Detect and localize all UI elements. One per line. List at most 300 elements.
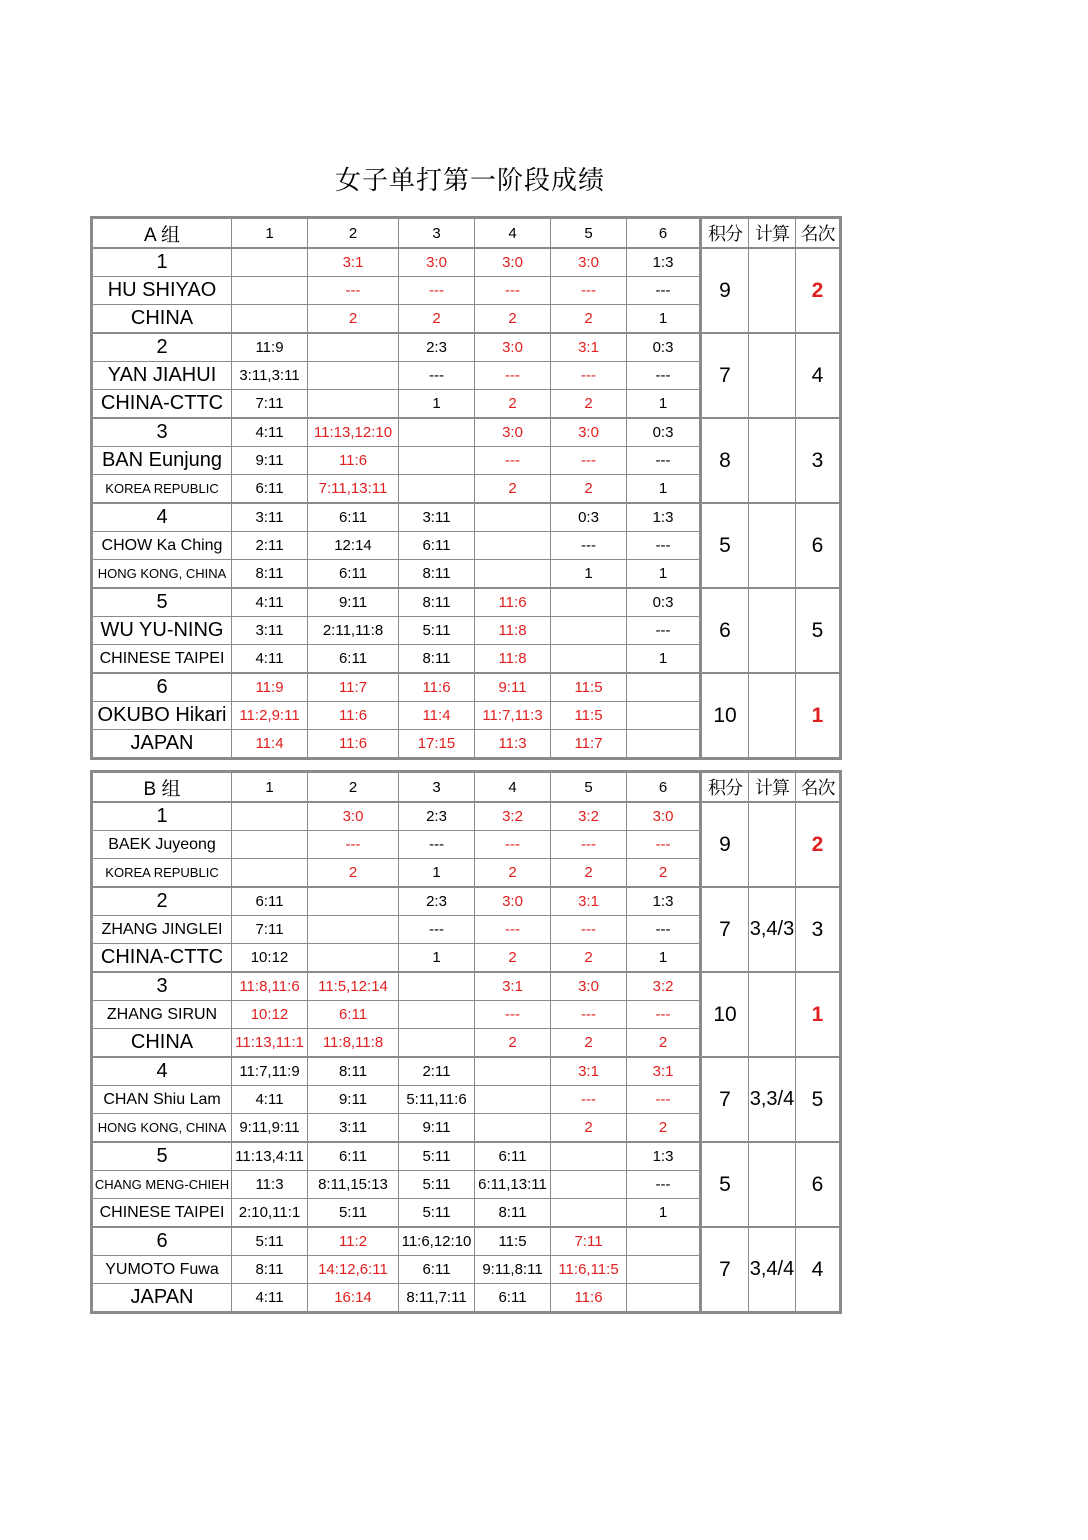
score-cell	[475, 532, 551, 560]
score-cell	[475, 560, 551, 589]
rank-cell: 1	[796, 972, 841, 1057]
score-cell: 11:6,12:10	[399, 1227, 475, 1256]
score-cell: 9:11	[232, 447, 308, 475]
points-cell: 5	[701, 503, 749, 588]
score-cell: 11:5	[551, 702, 627, 730]
player-country: JAPAN	[92, 1284, 232, 1313]
score-cell: 8:11	[232, 1256, 308, 1284]
score-cell: 6:11,13:11	[475, 1171, 551, 1199]
score-cell: 3:1	[551, 1057, 627, 1086]
player-country: CHINA-CTTC	[92, 390, 232, 419]
score-cell: 2	[551, 305, 627, 334]
score-cell: 3:1	[551, 333, 627, 362]
score-cell: 9:11	[308, 588, 399, 617]
calc-cell	[749, 333, 796, 418]
score-cell: 4:11	[232, 588, 308, 617]
rank-cell: 5	[796, 588, 841, 673]
score-cell: 1	[399, 859, 475, 888]
points-cell: 7	[701, 1057, 749, 1142]
score-cell: ---	[308, 277, 399, 305]
score-cell: 2:11	[399, 1057, 475, 1086]
score-cell	[232, 802, 308, 831]
calc-cell	[749, 1142, 796, 1227]
player-country: CHINA	[92, 1029, 232, 1058]
rank-cell: 4	[796, 333, 841, 418]
score-cell: 3:1	[627, 1057, 701, 1086]
score-cell: 2:10,11:1	[232, 1199, 308, 1228]
score-cell: ---	[627, 916, 701, 944]
player-name: HU SHIYAO	[92, 277, 232, 305]
score-cell	[627, 730, 701, 759]
score-cell	[308, 887, 399, 916]
player-seed: 4	[92, 503, 232, 532]
score-cell	[551, 645, 627, 674]
score-cell: 1	[627, 390, 701, 419]
column-header: 6	[627, 772, 701, 803]
score-cell: 3:0	[399, 248, 475, 277]
score-cell: 2	[627, 1029, 701, 1058]
player-name: BAEK Juyeong	[92, 831, 232, 859]
score-cell	[399, 972, 475, 1001]
score-cell	[627, 1227, 701, 1256]
score-cell: 5:11	[399, 1142, 475, 1171]
score-cell: 5:11	[399, 617, 475, 645]
player-name: YUMOTO Fuwa	[92, 1256, 232, 1284]
score-cell: ---	[551, 1001, 627, 1029]
points-cell: 10	[701, 972, 749, 1057]
score-cell: 5:11,11:6	[399, 1086, 475, 1114]
score-cell: ---	[551, 362, 627, 390]
player-name: CHAN Shiu Lam	[92, 1086, 232, 1114]
score-cell: 7:11	[232, 390, 308, 419]
rank-cell: 6	[796, 1142, 841, 1227]
score-cell: 2:3	[399, 333, 475, 362]
player-seed: 6	[92, 1227, 232, 1256]
score-cell: 11:5	[551, 673, 627, 702]
score-cell	[627, 673, 701, 702]
score-cell: ---	[627, 362, 701, 390]
score-cell: 4:11	[232, 1284, 308, 1313]
score-cell: 1	[627, 944, 701, 973]
score-cell: 11:3	[232, 1171, 308, 1199]
score-cell: 3:11	[399, 503, 475, 532]
score-cell	[551, 617, 627, 645]
score-cell: 1:3	[627, 887, 701, 916]
score-cell: 6:11	[475, 1284, 551, 1313]
score-cell	[308, 944, 399, 973]
score-cell: 2	[475, 859, 551, 888]
player-country: CHINESE TAIPEI	[92, 645, 232, 674]
score-cell: 2	[475, 1029, 551, 1058]
score-cell: 9:11	[475, 673, 551, 702]
score-cell: 11:6	[551, 1284, 627, 1313]
score-cell: 8:11,15:13	[308, 1171, 399, 1199]
score-cell: ---	[475, 362, 551, 390]
score-cell: 3:0	[308, 802, 399, 831]
score-cell: 3:11,3:11	[232, 362, 308, 390]
score-cell: 2:11,11:8	[308, 617, 399, 645]
score-cell: 2	[308, 305, 399, 334]
score-cell: 11:9	[232, 333, 308, 362]
score-cell: ---	[475, 916, 551, 944]
column-header: 6	[627, 218, 701, 249]
score-cell	[232, 831, 308, 859]
score-cell: 3:1	[475, 972, 551, 1001]
score-cell: 11:6	[399, 673, 475, 702]
score-cell: 6:11	[232, 887, 308, 916]
score-cell: 2	[551, 390, 627, 419]
player-name: OKUBO Hikari	[92, 702, 232, 730]
score-cell: 2	[308, 859, 399, 888]
group-a-table	[90, 216, 842, 760]
score-cell: ---	[551, 277, 627, 305]
score-cell: 3:0	[475, 248, 551, 277]
table-row	[92, 248, 841, 277]
score-cell: 8:11	[399, 588, 475, 617]
rank-cell: 2	[796, 248, 841, 333]
calc-header: 计算	[749, 218, 796, 249]
score-cell: 3:0	[551, 972, 627, 1001]
column-header: 1	[232, 772, 308, 803]
score-cell: 10:12	[232, 1001, 308, 1029]
score-cell: 0:3	[627, 418, 701, 447]
score-cell	[399, 447, 475, 475]
player-country: JAPAN	[92, 730, 232, 759]
rank-cell: 2	[796, 802, 841, 887]
player-seed: 2	[92, 887, 232, 916]
score-cell: ---	[475, 831, 551, 859]
table-row	[92, 1142, 841, 1171]
player-seed: 1	[92, 248, 232, 277]
player-seed: 5	[92, 1142, 232, 1171]
player-country: CHINESE TAIPEI	[92, 1199, 232, 1228]
score-cell: 9:11	[399, 1114, 475, 1143]
score-cell: 3:1	[308, 248, 399, 277]
score-cell: 11:8,11:6	[232, 972, 308, 1001]
points-header: 积分	[701, 772, 749, 803]
player-seed: 3	[92, 972, 232, 1001]
calc-cell	[749, 248, 796, 333]
score-cell: 1	[627, 560, 701, 589]
score-cell: 2:3	[399, 802, 475, 831]
table-row	[92, 802, 841, 831]
score-cell	[308, 916, 399, 944]
score-cell	[399, 418, 475, 447]
score-cell: ---	[475, 277, 551, 305]
score-cell: 14:12,6:11	[308, 1256, 399, 1284]
column-header: 4	[475, 218, 551, 249]
score-cell: 7:11	[551, 1227, 627, 1256]
score-cell: 2	[551, 475, 627, 504]
score-cell: 0:3	[627, 588, 701, 617]
calc-cell	[749, 673, 796, 759]
player-seed: 6	[92, 673, 232, 702]
score-cell: 6:11	[308, 1001, 399, 1029]
points-cell: 8	[701, 418, 749, 503]
score-cell: 3:11	[232, 503, 308, 532]
score-cell: 12:14	[308, 532, 399, 560]
score-cell: 4:11	[232, 645, 308, 674]
score-cell: 8:11	[232, 560, 308, 589]
score-cell: 3:0	[551, 248, 627, 277]
column-header: 2	[308, 218, 399, 249]
score-cell: 5:11	[399, 1199, 475, 1228]
score-cell: 1:3	[627, 248, 701, 277]
score-cell: 16:14	[308, 1284, 399, 1313]
score-cell: 2:11	[232, 532, 308, 560]
score-cell: 3:0	[551, 418, 627, 447]
player-country: HONG KONG, CHINA	[92, 1114, 232, 1143]
score-cell	[551, 1171, 627, 1199]
score-cell: 6:11	[232, 475, 308, 504]
score-cell	[475, 1086, 551, 1114]
rank-cell: 1	[796, 673, 841, 759]
score-cell: 2	[627, 859, 701, 888]
score-cell: 11:4	[399, 702, 475, 730]
score-cell: 6:11	[475, 1142, 551, 1171]
player-country: CHINA	[92, 305, 232, 334]
score-cell: 3:2	[475, 802, 551, 831]
player-country: KOREA REPUBLIC	[92, 475, 232, 504]
points-cell: 10	[701, 673, 749, 759]
score-cell: ---	[551, 916, 627, 944]
score-cell: 11:6,11:5	[551, 1256, 627, 1284]
score-cell: 1	[627, 645, 701, 674]
score-cell	[627, 1256, 701, 1284]
score-cell: 11:13,11:1	[232, 1029, 308, 1058]
player-name: ZHANG JINGLEI	[92, 916, 232, 944]
table-row	[92, 588, 841, 617]
rank-cell: 3	[796, 418, 841, 503]
score-cell: 3:2	[627, 972, 701, 1001]
score-cell: 11:4	[232, 730, 308, 759]
score-cell: 11:3	[475, 730, 551, 759]
score-cell	[308, 333, 399, 362]
column-header: 1	[232, 218, 308, 249]
score-cell: 2	[551, 1114, 627, 1143]
score-cell: 11:9	[232, 673, 308, 702]
score-cell: 5:11	[308, 1199, 399, 1228]
score-cell	[232, 277, 308, 305]
rank-header: 名次	[796, 772, 841, 803]
score-cell: 11:7,11:3	[475, 702, 551, 730]
score-cell: 5:11	[399, 1171, 475, 1199]
score-cell: ---	[627, 831, 701, 859]
score-cell: 8:11	[399, 560, 475, 589]
column-header: 5	[551, 218, 627, 249]
score-cell: 11:13,12:10	[308, 418, 399, 447]
score-cell: 4:11	[232, 418, 308, 447]
score-cell: 1:3	[627, 1142, 701, 1171]
score-cell: 3:1	[551, 887, 627, 916]
player-name: CHOW Ka Ching	[92, 532, 232, 560]
score-cell: ---	[475, 447, 551, 475]
score-cell: 11:13,4:11	[232, 1142, 308, 1171]
score-cell: 6:11	[308, 645, 399, 674]
score-cell: 6:11	[399, 532, 475, 560]
score-cell: 3:0	[475, 333, 551, 362]
score-cell: 4:11	[232, 1086, 308, 1114]
score-cell: 3:0	[475, 887, 551, 916]
score-cell: 1:3	[627, 503, 701, 532]
rank-cell: 3	[796, 887, 841, 972]
score-cell: 11:8	[475, 645, 551, 674]
table-row	[92, 887, 841, 916]
player-country: KOREA REPUBLIC	[92, 859, 232, 888]
score-cell	[308, 390, 399, 419]
column-header: 2	[308, 772, 399, 803]
score-cell: ---	[627, 277, 701, 305]
score-cell: 11:5	[475, 1227, 551, 1256]
score-cell: 11:2	[308, 1227, 399, 1256]
score-cell: 11:7,11:9	[232, 1057, 308, 1086]
score-cell: 3:0	[627, 802, 701, 831]
score-cell: 7:11,13:11	[308, 475, 399, 504]
score-cell: ---	[551, 532, 627, 560]
calc-cell: 3,3/4	[749, 1057, 796, 1142]
score-cell: ---	[627, 617, 701, 645]
points-cell: 6	[701, 588, 749, 673]
rank-cell: 4	[796, 1227, 841, 1313]
score-cell	[551, 1199, 627, 1228]
score-cell: ---	[551, 831, 627, 859]
score-cell: 11:8,11:8	[308, 1029, 399, 1058]
player-seed: 1	[92, 802, 232, 831]
score-cell	[475, 503, 551, 532]
score-cell: 9:11,8:11	[475, 1256, 551, 1284]
calc-cell	[749, 972, 796, 1057]
group-name: B 组	[92, 772, 232, 803]
score-cell	[399, 1029, 475, 1058]
score-cell: ---	[399, 916, 475, 944]
score-cell: 9:11	[308, 1086, 399, 1114]
score-cell: 7:11	[232, 916, 308, 944]
score-cell	[232, 248, 308, 277]
score-cell: 8:11	[475, 1199, 551, 1228]
score-cell: 6:11	[399, 1256, 475, 1284]
score-cell: 1	[399, 944, 475, 973]
score-cell: 1	[551, 560, 627, 589]
column-header: 5	[551, 772, 627, 803]
score-cell: ---	[308, 831, 399, 859]
player-name: WU YU-NING	[92, 617, 232, 645]
player-name: CHANG MENG-CHIEH	[92, 1171, 232, 1199]
score-cell	[232, 859, 308, 888]
score-cell	[475, 1057, 551, 1086]
points-cell: 9	[701, 802, 749, 887]
score-cell: 6:11	[308, 1142, 399, 1171]
score-cell	[399, 1001, 475, 1029]
score-cell: ---	[551, 1086, 627, 1114]
score-cell: 2:3	[399, 887, 475, 916]
table-row	[92, 418, 841, 447]
score-cell: 10:12	[232, 944, 308, 973]
score-cell: 2	[475, 390, 551, 419]
player-name: YAN JIAHUI	[92, 362, 232, 390]
score-cell: 1	[399, 390, 475, 419]
points-cell: 7	[701, 887, 749, 972]
calc-header: 计算	[749, 772, 796, 803]
score-cell: 0:3	[551, 503, 627, 532]
score-cell: 2	[475, 475, 551, 504]
points-cell: 9	[701, 248, 749, 333]
score-cell: 2	[399, 305, 475, 334]
column-header: 3	[399, 772, 475, 803]
score-cell: 11:5,12:14	[308, 972, 399, 1001]
score-cell: 6:11	[308, 503, 399, 532]
score-cell: ---	[627, 1086, 701, 1114]
table-row	[92, 1057, 841, 1086]
score-cell: 17:15	[399, 730, 475, 759]
score-cell: 8:11	[308, 1057, 399, 1086]
calc-cell	[749, 588, 796, 673]
table-row	[92, 972, 841, 1001]
score-cell	[627, 702, 701, 730]
score-cell: 3:11	[232, 617, 308, 645]
score-cell	[308, 362, 399, 390]
score-cell: 5:11	[232, 1227, 308, 1256]
group-b-table	[90, 770, 842, 1314]
score-cell: ---	[399, 831, 475, 859]
score-cell: ---	[627, 447, 701, 475]
header-row	[92, 772, 841, 803]
score-cell: 11:6	[308, 447, 399, 475]
player-country: CHINA-CTTC	[92, 944, 232, 973]
score-cell: 1	[627, 305, 701, 334]
score-cell: 2	[475, 944, 551, 973]
table-row	[92, 333, 841, 362]
player-seed: 4	[92, 1057, 232, 1086]
score-cell: 2	[551, 944, 627, 973]
score-cell: 11:2,9:11	[232, 702, 308, 730]
score-cell	[551, 588, 627, 617]
rank-cell: 5	[796, 1057, 841, 1142]
score-cell: 2	[551, 1029, 627, 1058]
score-cell: ---	[475, 1001, 551, 1029]
score-cell: 11:7	[308, 673, 399, 702]
score-cell: 3:11	[308, 1114, 399, 1143]
player-country: HONG KONG, CHINA	[92, 560, 232, 589]
score-cell	[475, 1114, 551, 1143]
score-cell: 2	[627, 1114, 701, 1143]
score-cell: ---	[627, 1001, 701, 1029]
score-cell: 6:11	[308, 560, 399, 589]
player-seed: 3	[92, 418, 232, 447]
score-cell: ---	[399, 277, 475, 305]
score-cell: 3:2	[551, 802, 627, 831]
group-name: A 组	[92, 218, 232, 249]
rank-cell: 6	[796, 503, 841, 588]
score-cell: ---	[627, 532, 701, 560]
score-cell: 3:0	[475, 418, 551, 447]
score-cell: 2	[551, 859, 627, 888]
score-cell: 11:6	[308, 730, 399, 759]
calc-cell	[749, 802, 796, 887]
score-cell: 2	[475, 305, 551, 334]
table-row	[92, 503, 841, 532]
score-cell: 9:11,9:11	[232, 1114, 308, 1143]
points-cell: 5	[701, 1142, 749, 1227]
player-name: BAN Eunjung	[92, 447, 232, 475]
calc-cell: 3,4/4	[749, 1227, 796, 1313]
calc-cell	[749, 503, 796, 588]
score-cell: ---	[399, 362, 475, 390]
player-seed: 2	[92, 333, 232, 362]
score-cell: 11:7	[551, 730, 627, 759]
player-seed: 5	[92, 588, 232, 617]
score-cell	[627, 1284, 701, 1313]
score-cell	[232, 305, 308, 334]
